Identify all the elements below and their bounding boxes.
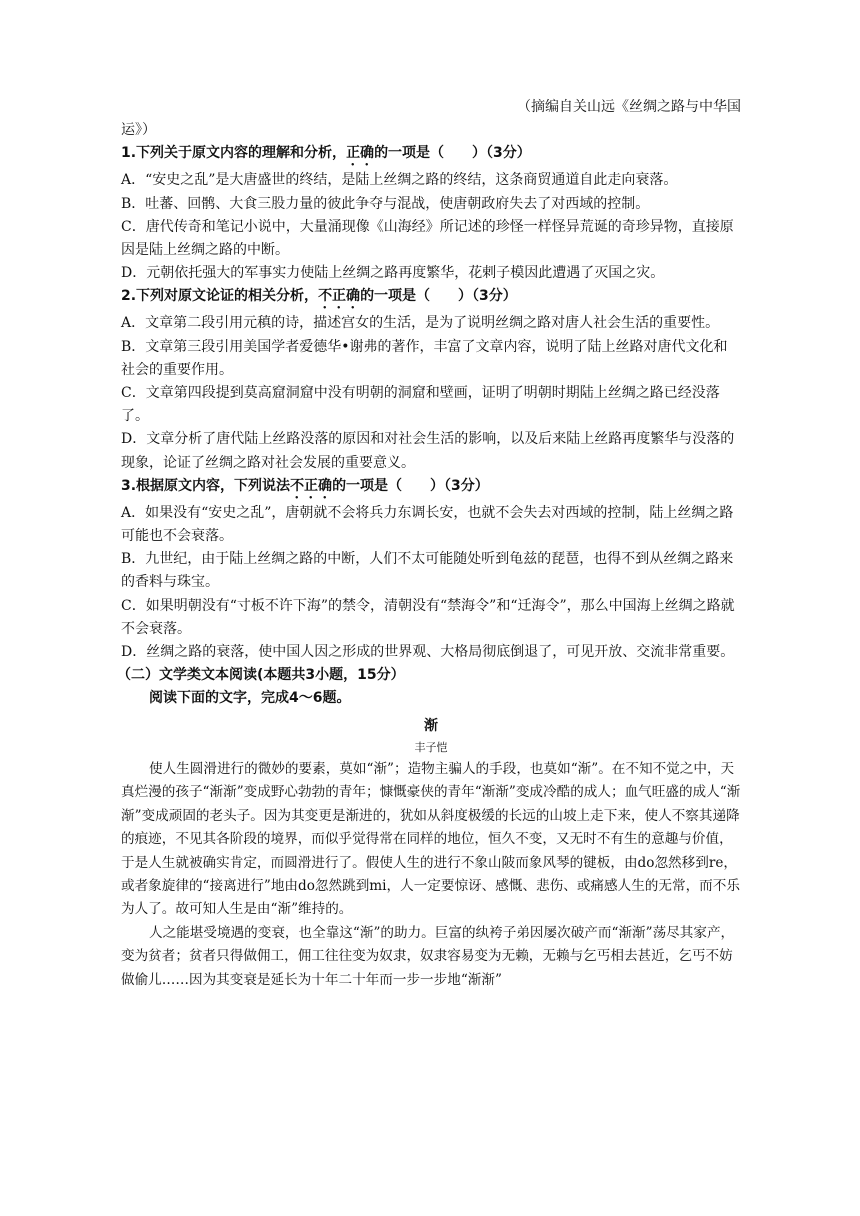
question-3-stem [121, 475, 741, 502]
emphasis-word: 正确 [346, 145, 375, 162]
stem-text: 1.下列关于原文内容的理解和分析， [121, 145, 347, 162]
q1-option-a: A．“安史之乱”是大唐盛世的终结，是陆上丝绸之路的终结，这条商贸通道自此走向衰落。 [121, 172, 678, 189]
article-paragraph-1: 使人生圆滑进行的微妙的要素，莫如“渐”；造物主骗人的手段，也莫如“渐”。在不知不觉之中，天真烂漫的孩子“渐渐”变成野心勃勃的青年；慷慨豪侠的青年“渐渐”变成冷酷的成人；血气旺盛的成人“渐渐”变成顽固的老头子。因为其变更是渐进的，犹如从斜度极缓的长远的山坡上走下来，使人不察其递降的痕迹，不见其各阶段的境界，而似乎觉得常在同样的地位，恒久不变，又无时不有生的意趣与价值，于是人生就被确实肯定，而圆滑进行了。假使人生的进行不象山陂而象风琴的键板，由do忽然移到re，或者象旋律的“接离进行”地由do忽然跳到mi，人一定要惊讶、感慨、悲伤、或痛感人生的无常，而不乐为人了。故可知人生是由“渐”维持的。 [121, 760, 741, 918]
source-citation-line2: 运》） [121, 122, 156, 139]
emphasis-word: 不正确 [318, 288, 361, 305]
stem-text: 2.下列对原文论证的相关分析， [121, 288, 319, 305]
article-title: 渐 [424, 717, 438, 734]
source-citation-line1: （摘编自关山远《丝绸之路与中华国 [517, 99, 741, 115]
article-paragraph-2: 人之能堪受境遇的变衰，也全靠这“渐”的助力。巨富的纨袴子弟因屡次破产而“渐渐”荡尽其家产，变为贫者；贫者只得做佣工，佣工往往变为奴隶，奴隶容易变为无赖，无赖与乞丐相去甚近，乞丐不妨做偷儿……因为其变衰是延长为十年二十年而一步一步地“渐渐” [121, 924, 735, 988]
stem-text: 3.根据原文内容，下列说法 [121, 477, 291, 494]
q2-option-d: D．文章分析了唐代陆上丝路没落的原因和对社会生活的影响，以及后来陆上丝路再度繁华与没落的现象，论证了丝绸之路对社会发展的重要意义。 [121, 431, 735, 471]
question-1-stem [121, 142, 741, 169]
emphasis-word: 不正确 [290, 477, 333, 494]
q1-option-b: B．吐蕃、回鹘、大食三股力量的彼此争夺与混战，使唐朝政府失去了对西域的控制。 [121, 195, 650, 212]
stem-text: 的一项是（ ）（3分） [360, 288, 517, 305]
q2-option-a: A．文章第二段引用元稹的诗，描述宫女的生活，是为了说明丝绸之路对唐人社会生活的重要性。 [121, 315, 720, 332]
q2-option-c: C．文章第四段提到莫高窟洞窟中没有明朝的洞窟和壁画，证明了明朝时期陆上丝绸之路已经没落了。 [121, 385, 720, 425]
article-author: 丰子恺 [414, 740, 448, 754]
stem-text: 的一项是（ ）（3分） [332, 477, 489, 494]
section-instruction: 阅读下面的文字，完成4～6题。 [149, 690, 351, 707]
q3-option-d: D．丝绸之路的衰落，使中国人因之形成的世界观、大格局彻底倒退了，可见开放、交流非常重要。 [121, 644, 735, 661]
question-2-stem [121, 285, 741, 312]
document-page [117, 96, 741, 992]
stem-text: 的一项是（ ）（3分） [374, 145, 531, 162]
q3-option-b: B．九世纪，由于陆上丝绸之路的中断，人们不太可能随处听到龟兹的琵琶，也得不到从丝绸之路来的香料与珠宝。 [121, 551, 734, 591]
q3-option-a: A．如果没有“安史之乱”，唐朝就不会将兵力东调长安，也就不会失去对西域的控制，陆上丝绸之路可能也不会衰落。 [121, 504, 734, 545]
q3-option-c: C．如果明朝没有“寸板不许下海”的禁令，清朝没有“禁海令”和“迁海令”，那么中国海上丝绸之路就不会衰落。 [121, 597, 735, 637]
q1-option-d: D．元朝依托强大的军事实力使陆上丝绸之路再度繁华，花剌子模因此遭遇了灭国之灾。 [121, 265, 665, 282]
q2-option-b: B．文章第三段引用美国学者爱德华•谢弗的著作，丰富了文章内容，说明了陆上丝路对唐代文化和社会的重要作用。 [121, 338, 728, 378]
q1-option-c: C．唐代传奇和笔记小说中，大量涌现像《山海经》所记述的珍怪一样怪异荒诞的奇珍异物，直接原因是陆上丝绸之路的中断。 [121, 218, 734, 259]
section-heading: （二）文学类文本阅读(本题共3小题，15分） [117, 667, 405, 684]
